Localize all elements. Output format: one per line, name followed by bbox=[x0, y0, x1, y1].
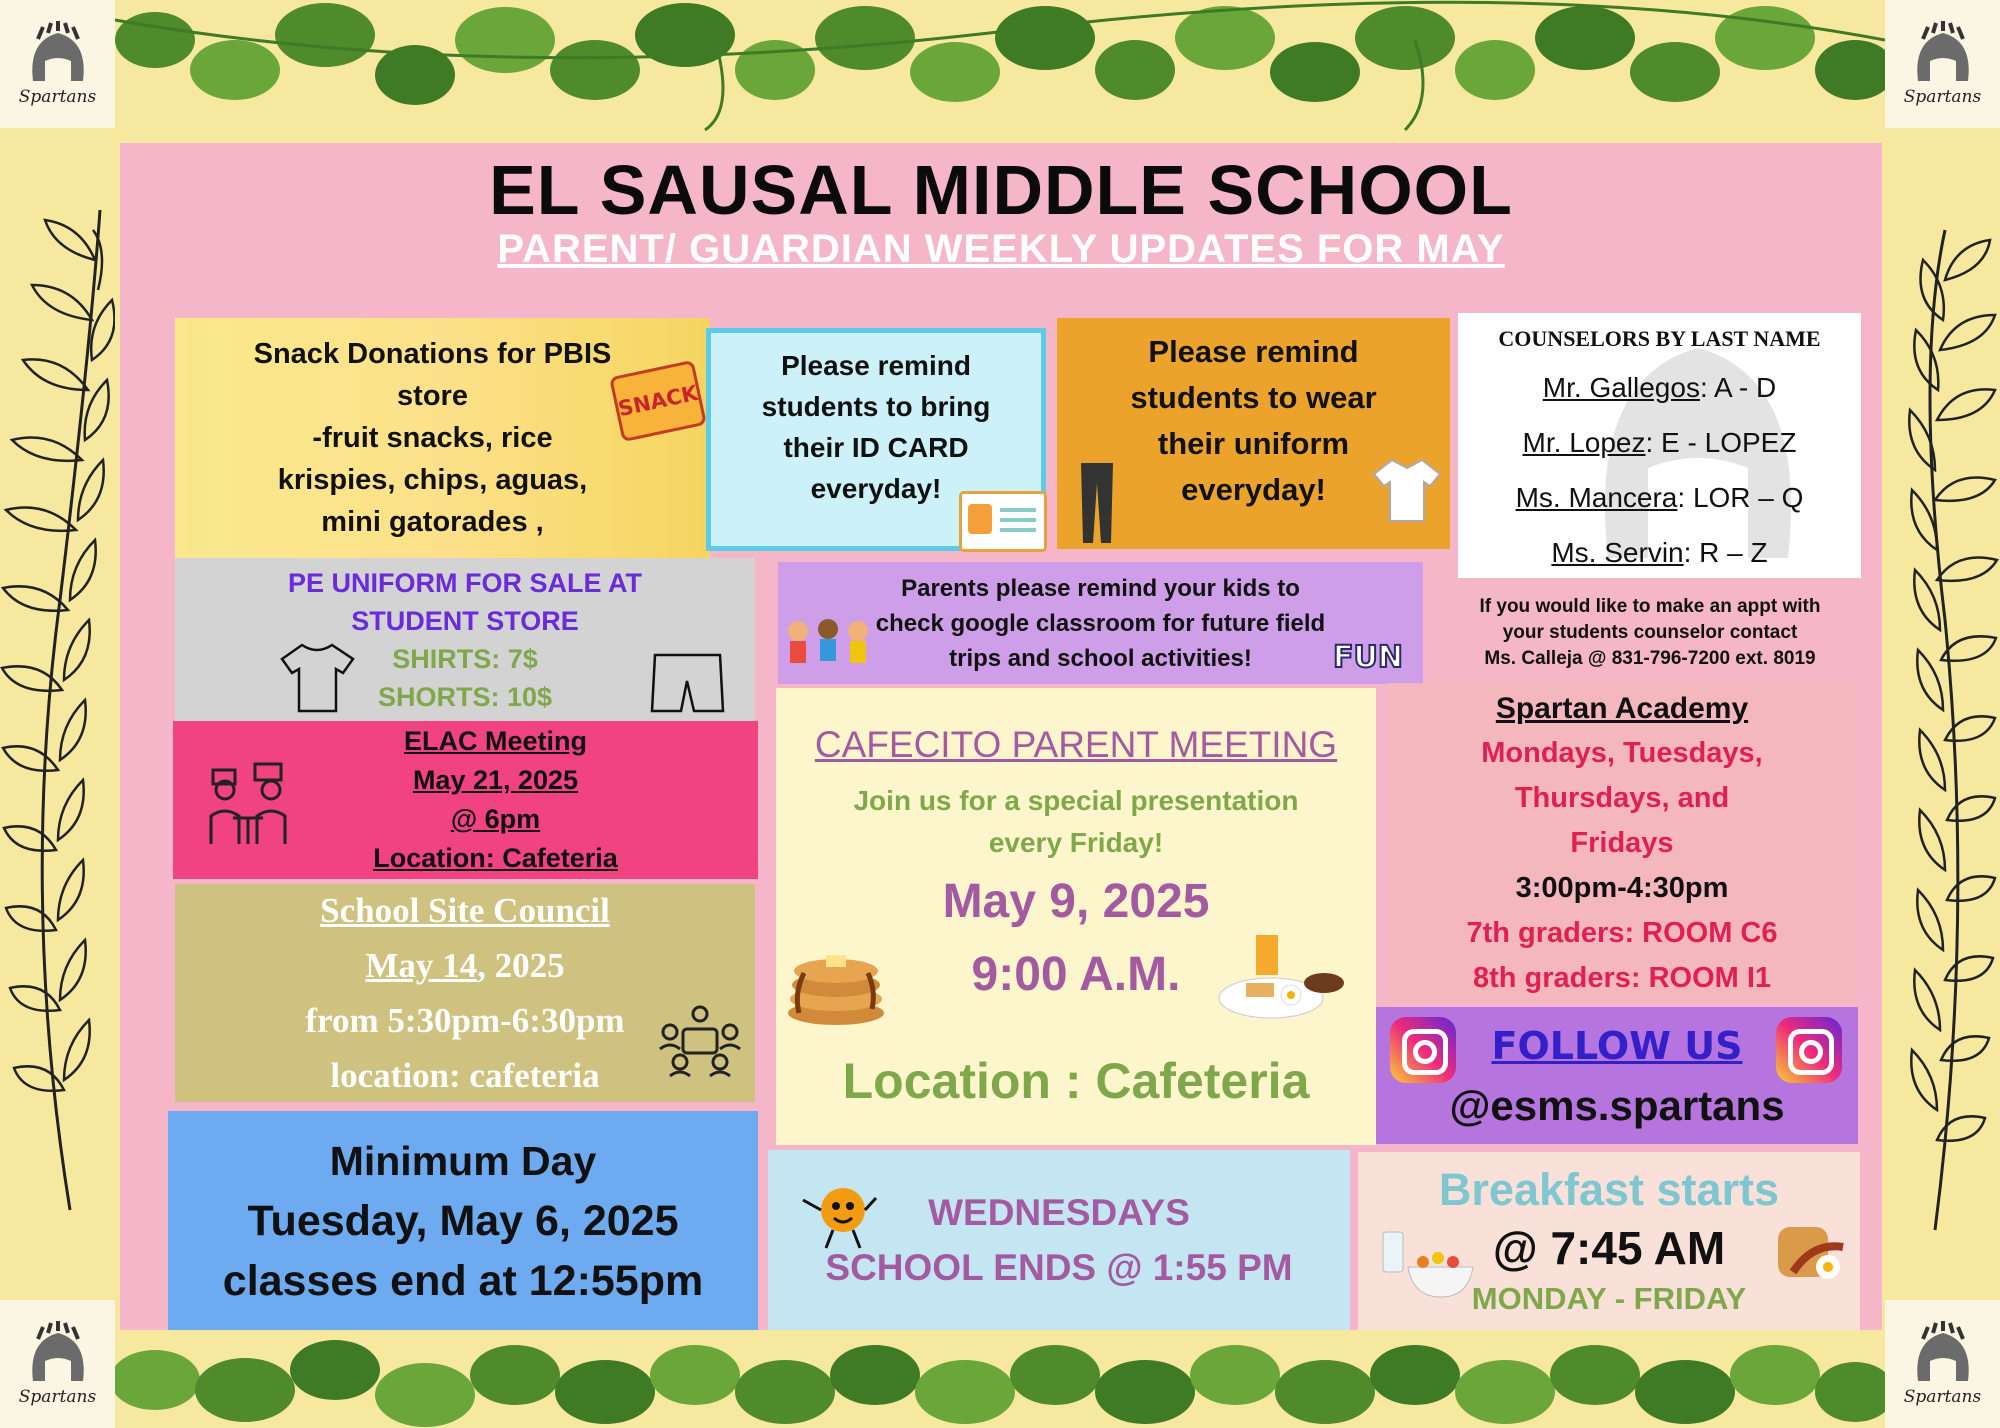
team-meeting-icon bbox=[655, 1004, 745, 1079]
snack-line-3: -fruit snacks, rice bbox=[312, 422, 553, 454]
google-classroom-card bbox=[778, 562, 1423, 684]
id-card-line-3: their ID CARD bbox=[783, 432, 969, 463]
minday-line-1: Minimum Day bbox=[329, 1137, 597, 1184]
counselors-heading: COUNSELORS BY LAST NAME bbox=[1498, 326, 1821, 351]
cafecito-time: 9:00 A.M. bbox=[971, 947, 1181, 1001]
cafecito-line-1: Join us for a special presentation bbox=[853, 784, 1299, 816]
tshirt-icon bbox=[280, 643, 355, 713]
cartoon-character-icon bbox=[798, 1180, 878, 1250]
cafecito-date: May 9, 2025 bbox=[942, 874, 1210, 928]
minday-line-3: classes end at 12:55pm bbox=[222, 1256, 704, 1305]
id-card-card bbox=[706, 328, 1046, 551]
uniform-reminder-card bbox=[1057, 318, 1450, 549]
elac-line-1: ELAC Meeting bbox=[403, 726, 587, 756]
follow-us-link[interactable]: FOLLOW US bbox=[1491, 1023, 1743, 1068]
ssc-title: School Site Council bbox=[320, 891, 610, 930]
elac-line-4: Location: Cafeteria bbox=[373, 843, 618, 873]
academy-days-1: Mondays, Tuesdays, bbox=[1481, 736, 1763, 769]
counselors-card bbox=[1458, 313, 1861, 578]
counselor-range: : R – Z bbox=[1683, 537, 1768, 568]
snack-line-1: Snack Donations for PBIS bbox=[253, 338, 612, 370]
spartans-logo bbox=[0, 0, 115, 128]
counselor-contact-line-1: If you would like to make an appt with bbox=[1479, 596, 1821, 617]
toast-bacon-icon bbox=[1773, 1222, 1848, 1287]
uniform-line-1: Please remind bbox=[1148, 334, 1359, 369]
pe-uniform-card bbox=[175, 558, 755, 721]
cafecito-card bbox=[776, 688, 1376, 1145]
spartans-logo bbox=[1885, 1300, 2000, 1428]
uniform-line-2: students to wear bbox=[1130, 380, 1377, 415]
id-card-line-4: everyday! bbox=[810, 473, 942, 504]
id-card-line-1: Please remind bbox=[781, 350, 971, 381]
meeting-icon bbox=[203, 756, 293, 846]
id-badge-icon bbox=[959, 491, 1047, 552]
cafecito-title: CAFECITO PARENT MEETING bbox=[814, 723, 1338, 765]
academy-days-3: Fridays bbox=[1570, 826, 1674, 859]
fun-badge: FUN bbox=[1333, 640, 1403, 675]
academy-room-7: 7th graders: ROOM C6 bbox=[1466, 916, 1778, 949]
counselor-contact-line-2: your students counselor contact bbox=[1502, 622, 1798, 643]
counselor-row bbox=[1458, 415, 1861, 470]
academy-room-8: 8th graders: ROOM I1 bbox=[1472, 961, 1772, 994]
ssc-date-year: , 2025 bbox=[477, 946, 565, 985]
breakfast-line-1: Breakfast starts bbox=[1438, 1164, 1780, 1215]
vine-border-bottom bbox=[115, 1330, 1885, 1428]
pe-line-1: PE UNIFORM FOR SALE AT bbox=[288, 567, 642, 598]
ssc-time: from 5:30pm-6:30pm bbox=[305, 1001, 625, 1040]
counselor-name: Mr. Lopez bbox=[1522, 427, 1646, 458]
spartans-logo-text: Spartans bbox=[1903, 87, 1982, 107]
instagram-icon[interactable] bbox=[1776, 1017, 1842, 1083]
pe-line-2: STUDENT STORE bbox=[351, 605, 579, 636]
instagram-icon[interactable] bbox=[1390, 1017, 1456, 1083]
ssc-location: location: cafeteria bbox=[330, 1056, 600, 1095]
site-council-card bbox=[175, 884, 755, 1102]
counselor-name: Ms. Mancera bbox=[1515, 482, 1678, 513]
cafecito-location: Location : Cafeteria bbox=[842, 1052, 1310, 1109]
shirt-icon bbox=[1372, 458, 1442, 523]
spartan-helmet-icon bbox=[23, 21, 93, 91]
breakfast-line-2: @ 7:45 AM bbox=[1492, 1222, 1726, 1274]
elac-line-3: @ 6pm bbox=[450, 804, 541, 834]
follow-us-card bbox=[1376, 1007, 1858, 1144]
snack-line-5: mini gatorades , bbox=[321, 506, 544, 538]
id-card-line-2: students to bring bbox=[761, 391, 991, 422]
counselor-range: : A - D bbox=[1699, 372, 1777, 403]
ssc-date bbox=[365, 938, 564, 993]
spartans-logo bbox=[0, 1300, 115, 1428]
wednesday-line-2: SCHOOL ENDS @ 1:55 PM bbox=[825, 1247, 1293, 1288]
academy-time: 3:00pm-4:30pm bbox=[1515, 871, 1729, 904]
pants-icon bbox=[1079, 463, 1115, 543]
minimum-day-card bbox=[168, 1111, 758, 1330]
spartans-logo-text: Spartans bbox=[1903, 1387, 1982, 1407]
page-title: EL SAUSAL MIDDLE SCHOOL bbox=[489, 151, 1513, 229]
counselor-row bbox=[1458, 470, 1861, 525]
snack-badge: SNACK bbox=[616, 380, 700, 422]
spartan-helmet-icon bbox=[1908, 21, 1978, 91]
counselor-name: Mr. Gallegos bbox=[1542, 372, 1700, 403]
spartan-academy-card bbox=[1388, 683, 1856, 1003]
cereal-bowl-icon bbox=[1378, 1222, 1478, 1302]
cafecito-line-2: every Friday! bbox=[988, 826, 1164, 858]
spartan-helmet-icon bbox=[1908, 1321, 1978, 1391]
snack-line-4: krispies, chips, aguas, bbox=[277, 464, 588, 496]
page-subtitle: PARENT/ GUARDIAN WEEKLY UPDATES FOR MAY bbox=[497, 227, 1505, 271]
counselor-range: : LOR – Q bbox=[1677, 482, 1804, 513]
counselor-contact bbox=[1420, 592, 1880, 674]
pe-shorts-price: SHORTS: 10$ bbox=[377, 681, 553, 712]
wednesday-line-1: WEDNESDAYS bbox=[928, 1192, 1190, 1233]
shorts-icon bbox=[650, 653, 725, 713]
breakfast-card bbox=[1358, 1152, 1860, 1330]
academy-days-2: Thursdays, and bbox=[1514, 781, 1730, 814]
pancakes-icon bbox=[784, 933, 889, 1028]
leaf-branch-right bbox=[1885, 220, 2000, 1240]
counselor-name: Ms. Servin bbox=[1551, 537, 1684, 568]
classroom-line-1: Parents please remind your kids to bbox=[901, 574, 1300, 602]
minday-line-2: Tuesday, May 6, 2025 bbox=[247, 1196, 679, 1245]
breakfast-plate-icon bbox=[1216, 933, 1351, 1023]
wednesday-card bbox=[768, 1150, 1350, 1330]
pe-shirts-price: SHIRTS: 7$ bbox=[392, 643, 538, 674]
academy-title: Spartan Academy bbox=[1495, 691, 1749, 725]
leaf-branch-left bbox=[0, 200, 115, 1220]
uniform-line-3: their uniform bbox=[1157, 426, 1350, 461]
counselor-row bbox=[1458, 360, 1861, 415]
uniform-line-4: everyday! bbox=[1181, 472, 1326, 507]
elac-line-2: May 21, 2025 bbox=[412, 765, 579, 795]
instagram-handle[interactable]: @esms.spartans bbox=[1449, 1081, 1785, 1129]
spartans-logo-text: Spartans bbox=[18, 1387, 97, 1407]
counselor-range: : E - LOPEZ bbox=[1645, 427, 1797, 458]
classroom-line-2: check google classroom for future field bbox=[875, 609, 1326, 637]
counselor-list bbox=[1458, 360, 1861, 580]
counselor-contact-line-3: Ms. Calleja @ 831-796-7200 ext. 8019 bbox=[1484, 648, 1816, 669]
spartans-logo-text: Spartans bbox=[18, 87, 97, 107]
vine-border-top bbox=[115, 0, 1885, 135]
ssc-date-month: May 14 bbox=[365, 946, 478, 985]
elac-meeting-card bbox=[173, 721, 758, 879]
snack-line-2: store bbox=[397, 380, 468, 412]
snack-donations-card bbox=[175, 318, 710, 558]
counselor-row bbox=[1458, 525, 1861, 580]
spartans-logo bbox=[1885, 0, 2000, 128]
spartan-helmet-icon bbox=[23, 1321, 93, 1391]
classroom-line-3: trips and school activities! bbox=[949, 644, 1252, 672]
kids-icon bbox=[783, 617, 873, 677]
breakfast-line-3: MONDAY - FRIDAY bbox=[1471, 1281, 1747, 1316]
snack-bag-icon bbox=[609, 360, 707, 442]
